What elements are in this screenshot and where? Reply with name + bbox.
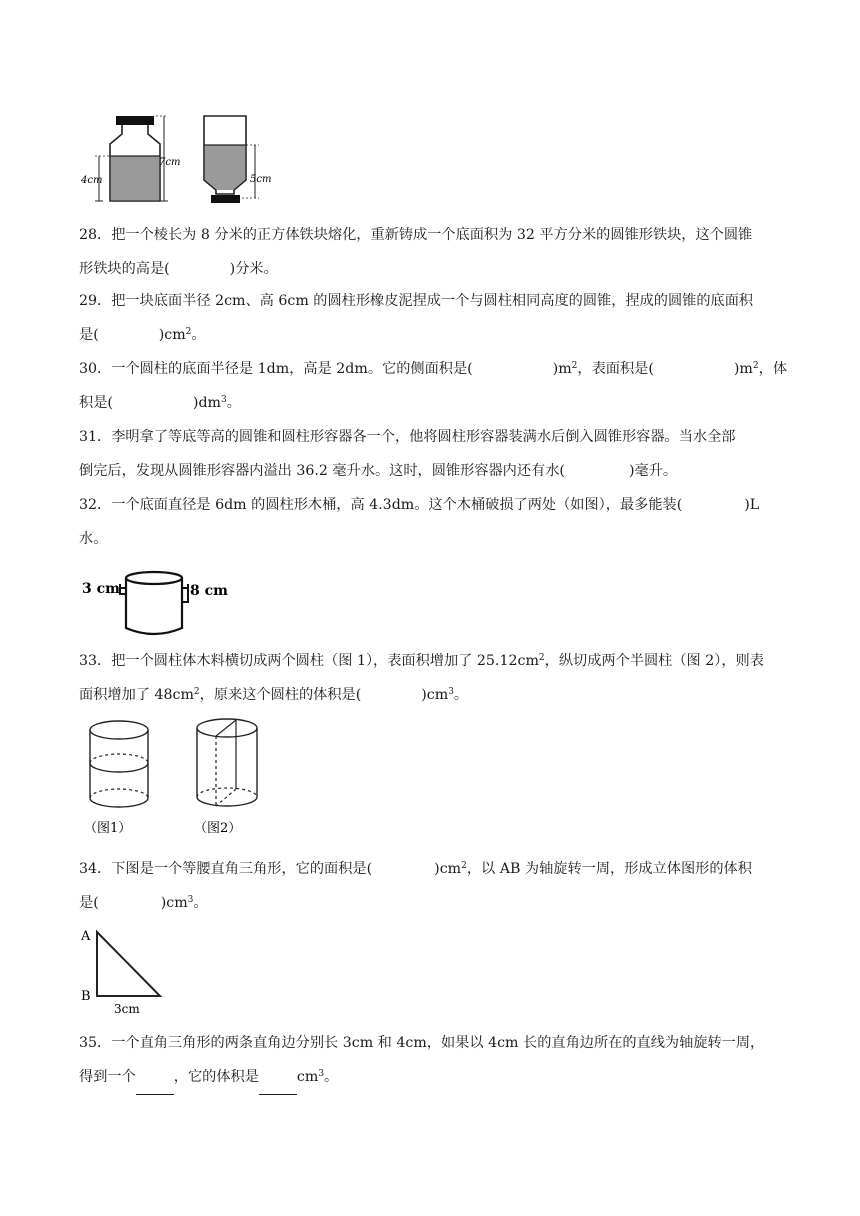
q30-unit: )m — [733, 361, 753, 377]
label-5cm: 5cm — [250, 174, 272, 185]
q30-text: ，表面积是( — [577, 361, 654, 377]
q35-text: 得到一个 — [79, 1069, 136, 1085]
q30-unit: )m — [552, 361, 572, 377]
superscript: 2 — [185, 327, 192, 337]
q30-text: ，体 — [758, 361, 788, 377]
q31-text: 倒完后，发现从圆锥形容器内溢出 36.2 毫升水。这时，圆锥形容器内还有水( — [79, 463, 565, 479]
q35-text: ，它的体积是 — [173, 1069, 259, 1085]
label-b: B — [81, 989, 91, 1004]
question-35 — [79, 1026, 789, 1095]
punctuation: 。 — [191, 327, 206, 343]
caption-fig1: （图1） — [84, 821, 132, 836]
q35-line1: 35．一个直角三角形的两条直角边分别长 3cm 和 4cm，如果以 4cm 长的直角边所在的直线为轴旋转一周， — [79, 1035, 765, 1051]
label-3cm-base: 3cm — [114, 1002, 140, 1016]
q34-unit: )cm — [160, 895, 188, 911]
superscript: 2 — [752, 361, 759, 371]
triangle-figure — [78, 924, 178, 1020]
cylinder-fig2 — [197, 719, 257, 806]
q34-text: 是( — [79, 895, 99, 911]
question-33 — [79, 644, 789, 712]
superscript: 3 — [221, 395, 227, 405]
punctuation: 。 — [193, 895, 208, 911]
barrel-figure — [80, 566, 240, 640]
bottle-upright — [110, 116, 160, 201]
superscript: 3 — [187, 895, 194, 905]
q28-text: 形铁块的高是( — [79, 261, 170, 277]
question-31 — [79, 420, 789, 488]
q34-unit: )cm — [434, 861, 462, 877]
cylinders-figure — [76, 714, 276, 838]
q29-unit: )cm — [158, 327, 186, 343]
punctuation: 。 — [453, 687, 469, 703]
punctuation: 。 — [324, 1069, 339, 1085]
question-34 — [79, 852, 789, 920]
question-32 — [79, 488, 789, 556]
punctuation: 。 — [226, 395, 241, 411]
q34-text: ，以 AB 为轴旋转一周，形成立体图形的体积 — [466, 861, 752, 877]
answer-blank[interactable] — [259, 1060, 297, 1095]
q33-text: 面积增加了 48cm — [79, 687, 194, 703]
q35-unit: cm — [296, 1069, 319, 1085]
superscript: 2 — [461, 861, 467, 871]
q29-text: 是( — [79, 327, 99, 343]
q33-text: ，原来这个圆柱的体积是( — [199, 687, 362, 703]
bottle-inverted — [204, 116, 246, 203]
q28-line1: 28．把一个棱长为 8 分米的正方体铁块熔化，重新铸成一个底面积为 32 平方分米的圆锥形铁块，这个圆锥 — [79, 227, 753, 243]
q33-unit: )cm — [421, 687, 449, 703]
q32-line2: 水。 — [79, 531, 108, 547]
q28-unit: )分米。 — [229, 261, 278, 277]
superscript: 3 — [318, 1069, 325, 1079]
superscript: 2 — [571, 361, 578, 371]
q31-line1: 31．李明拿了等底等高的圆锥和圆柱形容器各一个，他将圆柱形容器装满水后倒入圆锥形容器。当水全部 — [79, 429, 736, 445]
q30-text: 积是( — [79, 395, 113, 411]
cylinder-fig1 — [90, 721, 148, 807]
label-8cm: 8 cm — [190, 583, 228, 599]
superscript: 2 — [538, 653, 545, 663]
question-29 — [79, 284, 789, 352]
q32-unit: )L — [744, 497, 760, 513]
label-3cm: 3 cm — [82, 581, 120, 597]
bottles-figure — [80, 110, 280, 210]
q30-text: 30．一个圆柱的底面半径是 1dm，高是 2dm。它的侧面积是( — [79, 361, 473, 377]
superscript: 3 — [448, 687, 454, 697]
question-28 — [79, 218, 789, 286]
superscript: 2 — [193, 687, 200, 697]
dimension-4cm — [80, 156, 110, 201]
q30-unit: )dm — [192, 395, 221, 411]
label-4cm: 4cm — [81, 175, 103, 186]
q33-text: ，纵切成两个半圆柱（图 2），则表 — [544, 653, 764, 669]
question-30 — [79, 352, 789, 420]
caption-fig2: （图2） — [194, 821, 242, 836]
barrel-shape — [120, 572, 188, 634]
q32-text: 32．一个底面直径是 6dm 的圆柱形木桶，高 4.3dm。这个木桶破损了两处（如图），最多能装( — [79, 497, 683, 513]
label-7cm: 7cm — [159, 157, 181, 168]
label-a: A — [81, 929, 91, 944]
q33-text: 33．把一个圆柱体木料横切成两个圆柱（图 1），表面积增加了 25.12cm — [79, 653, 539, 669]
q29-line1: 29．把一块底面半径 2cm、高 6cm 的圆柱形橡皮泥捏成一个与圆柱相同高度的圆锥，捏成的圆锥的底面积 — [79, 293, 754, 309]
q31-unit: )毫升。 — [628, 463, 678, 479]
q34-text: 34．下图是一个等腰直角三角形，它的面积是( — [79, 861, 373, 877]
answer-blank[interactable] — [136, 1060, 174, 1095]
